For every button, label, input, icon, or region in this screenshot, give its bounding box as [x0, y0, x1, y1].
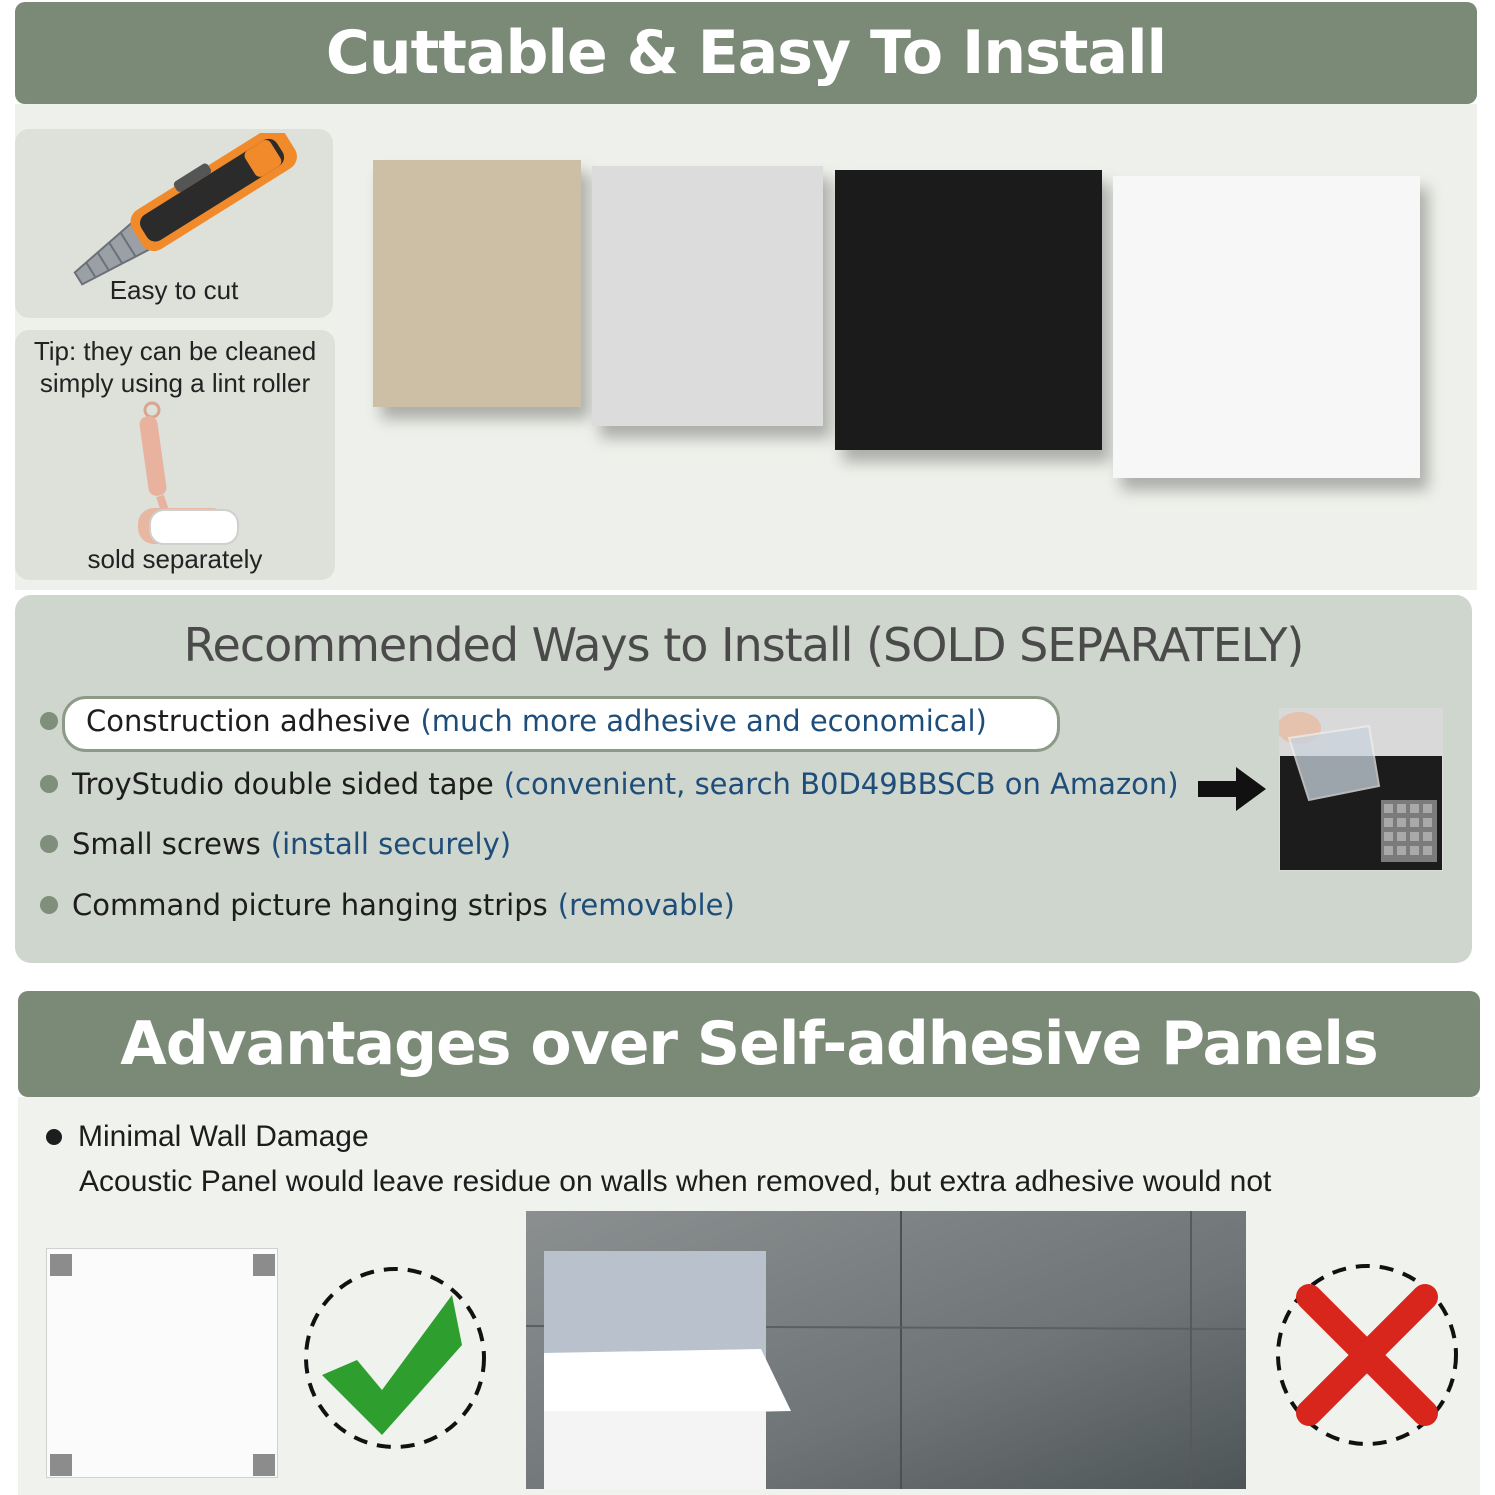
panel-white	[1113, 176, 1420, 478]
install-title: Recommended Ways to Install (SOLD SEPARATELY)	[183, 618, 1304, 672]
arrow-right-icon	[1196, 765, 1268, 813]
install-item-tape	[40, 767, 1179, 801]
install-item-label: Small screws	[72, 827, 261, 861]
adhesive-dot	[253, 1454, 275, 1476]
checkmark-icon	[302, 1265, 488, 1451]
double-sided-tape-image	[1279, 708, 1443, 871]
advantage-point	[46, 1120, 369, 1154]
sold-separately-caption: sold separately	[87, 544, 263, 574]
bullet-dot	[40, 835, 58, 853]
wall-residue-image	[526, 1211, 1246, 1489]
advantages-title: Advantages over Self-adhesive Panels	[120, 1009, 1378, 1079]
bullet-dot	[40, 712, 58, 730]
tip-line-1: Tip: they can be cleaned	[33, 336, 317, 366]
advantage-point-title: Minimal Wall Damage	[78, 1120, 369, 1153]
bullet-dot	[40, 775, 58, 793]
panel-beige	[373, 160, 581, 407]
easy-to-cut-caption: Easy to cut	[109, 275, 239, 305]
x-mark-icon	[1274, 1262, 1460, 1448]
bullet-dot	[46, 1129, 62, 1145]
adhesive-dot	[50, 1254, 72, 1276]
install-item-note: (removable)	[557, 888, 735, 922]
utility-knife-icon	[40, 133, 330, 293]
install-item-label: Construction adhesive	[86, 704, 411, 738]
adhesive-dot	[253, 1254, 275, 1276]
easy-to-cut-card	[15, 129, 333, 318]
advantage-point-text: Acoustic Panel would leave residue on walls when removed, but extra adhesive would not	[79, 1165, 1272, 1198]
panel-black	[835, 170, 1102, 450]
install-item-strips	[40, 888, 735, 922]
advantages-banner	[18, 991, 1480, 1097]
tip-line-2: simply using a lint roller	[39, 368, 311, 398]
panel-with-adhesive	[46, 1248, 278, 1478]
bullet-dot	[40, 896, 58, 914]
install-item-note: (install securely)	[270, 827, 512, 861]
adhesive-dot	[50, 1454, 72, 1476]
panel-light-gray	[592, 166, 823, 426]
install-item-adhesive	[40, 704, 987, 738]
install-item-screws	[40, 827, 511, 861]
lint-roller-icon	[130, 400, 240, 548]
header-title: Cuttable & Easy To Install	[325, 18, 1167, 88]
install-item-note: (much more adhesive and economical)	[420, 704, 987, 738]
header-banner	[15, 2, 1477, 104]
install-item-label: Command picture hanging strips	[72, 888, 548, 922]
tip-card	[15, 330, 335, 580]
install-item-note: (convenient, search B0D49BBSCB on Amazon)	[503, 767, 1179, 801]
install-item-label: TroyStudio double sided tape	[72, 767, 494, 801]
